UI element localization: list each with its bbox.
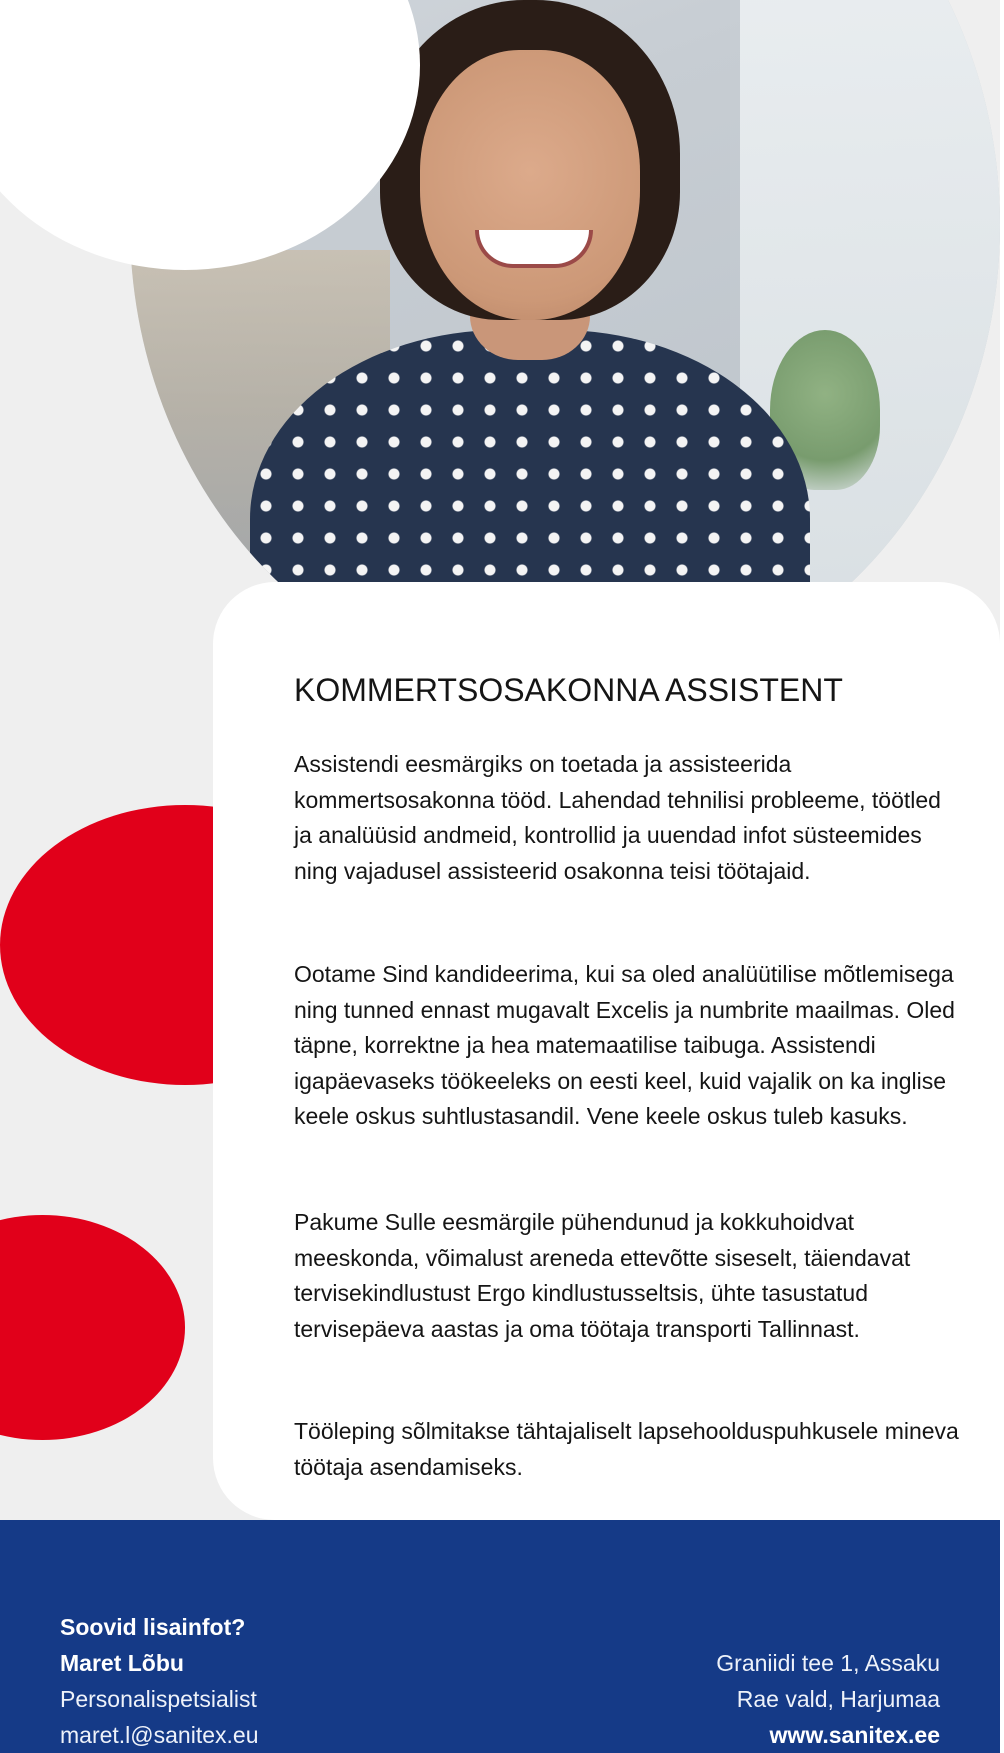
contact-question: Soovid lisainfot? (60, 1614, 246, 1640)
footer (0, 1520, 1000, 1753)
page-margin (1000, 0, 1004, 1753)
address-line-1: Graniidi tee 1, Assaku (716, 1650, 940, 1676)
address-line-2: Rae vald, Harjumaa (736, 1686, 940, 1712)
website-link[interactable]: www.sanitex.ee (769, 1722, 940, 1748)
benefits-paragraph: Pakume Sulle eesmärgile pühendunud ja kokkuhoidvat meeskonda, võimalust areneda ettevõtte siseselt, täiendavat tervisekindlustust Ergo kindlustusseltsis, ühte tasustatud tervisepäeva aastas ja oma töötaja transporti Tallinnast. (294, 1209, 911, 1342)
job-title: KOMMERTSOSAKONNA ASSISTENT (294, 672, 843, 708)
job-description-paragraph: Assistendi eesmärgiks on toetada ja assisteerida kommertsosakonna tööd. Lahendad tehnilisi probleeme, töötled ja analüüsid andmeid, kontrollid ja uuendad infot süsteemides ning vajadusel assisteerid osakonna teisi töötajaid. (294, 751, 941, 884)
contact-name: Maret Lõbu (60, 1650, 184, 1676)
contract-paragraph: Tööleping sõlmitakse tähtajaliselt lapsehoolduspuhkusele mineva töötaja asendamiseks. (294, 1418, 959, 1480)
requirements-paragraph: Ootame Sind kandideerima, kui sa oled analüütilise mõtlemisega ning tunned ennast mugavalt Excelis ja numbrite maailmas. Oled täpne, korrektne ja hea matemaatilise taibuga. Assistendi igapäevaseks töökeeleks on eesti keel, kuid vajalik on ka inglise keele oskus suhtlustasandil. Vene keele oskus tuleb kasuks. (294, 961, 955, 1129)
contact-role: Personalispetsialist (60, 1686, 257, 1712)
photo-person-face (420, 50, 640, 320)
contact-email-link[interactable]: maret.l@sanitex.eu (60, 1722, 259, 1748)
